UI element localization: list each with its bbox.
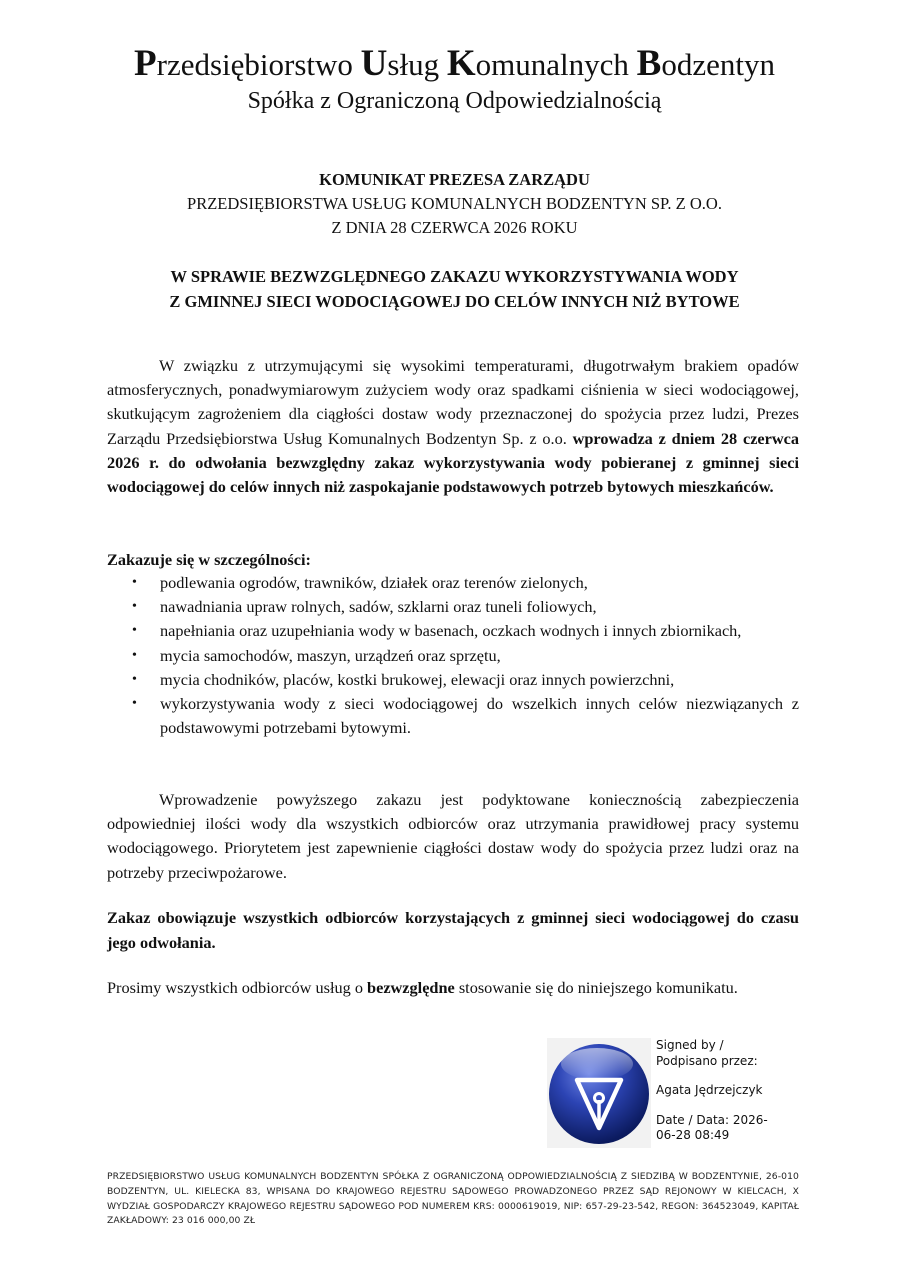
announcement-issuer: PRZEDSIĘBIORSTWA USŁUG KOMUNALNYCH BODZENTYN SP. Z O.O. [187, 194, 722, 213]
company-name-part: rzedsiębiorstwo [156, 47, 361, 82]
company-name-part: sług [387, 47, 447, 82]
announcement-subject [0, 264, 909, 314]
signature-label: Podpisano przez: [656, 1053, 758, 1068]
request-text: stosowanie się do niniejszego komunikatu. [454, 978, 738, 997]
bullet-icon: • [132, 599, 137, 615]
company-name-initial: P [134, 43, 157, 84]
list-item [107, 571, 799, 595]
company-name-initial: K [446, 43, 476, 84]
request-bold-text: bezwzględne [367, 978, 455, 997]
company-name-initial: B [636, 43, 662, 84]
signer-name: Agata Jędrzejczyk [656, 1083, 763, 1097]
company-name-part: omunalnych [475, 47, 637, 82]
prohibitions-list [107, 571, 799, 740]
signature-date: Date / Data: 2026- [656, 1112, 768, 1127]
list-item [107, 692, 799, 740]
request-paragraph [107, 976, 799, 1000]
announcement-title: KOMUNIKAT PREZESA ZARZĄDU [319, 170, 590, 189]
announcement-header [0, 168, 909, 240]
bullet-icon: • [132, 623, 137, 639]
intro-text: W związku z utrzymującymi się wysokimi temperaturami, długotrwałym brakiem opadów atmosferycznych, ponadwymiarowym zużyciem wody oraz spadkami ciśnienia w sieci wodociągowej, skutkującym zagrożeniem dla ciągłości dostaw wody przeznaczonej do spożycia przez ludzi, Prezes Zarządu Przedsiębiorstwa Usług Komunalnych Bodzentyn Sp. z o.o. [107, 356, 799, 448]
intro-paragraph [107, 354, 799, 499]
announcement-date: Z DNIA 28 CZERWCA 2026 ROKU [331, 218, 578, 237]
subject-line: W SPRAWIE BEZWZGLĘDNEGO ZAKAZU WYKORZYSTYWANIA WODY [170, 267, 739, 286]
signature-block [656, 1038, 796, 1144]
request-text: Prosimy wszystkich odbiorców usług o [107, 978, 368, 997]
list-item-text: wykorzystywania wody z sieci wodociągowej do wszelkich innych celów niezwiązanych z podstawowymi potrzebami bytowymi. [160, 694, 799, 738]
company-name-initial: U [360, 43, 388, 84]
list-item [107, 595, 799, 619]
intro-bold-text: wprowadza z dniem 28 czerwca 2026 r. do odwołania bezwzględny zakaz wykorzystywania wody pobieranej z gminnej sieci wodociągowej do celów innych niż zaspokajanie podstawowych potrzeb bytowych mieszkańców. [107, 428, 799, 497]
company-name-heading [0, 44, 909, 85]
list-item [107, 644, 799, 668]
company-subtitle: Spółka z Ograniczoną Odpowiedzialnością [247, 88, 662, 114]
list-item-text: mycia samochodów, maszyn, urządzeń oraz sprzętu, [160, 645, 501, 665]
list-item-text: mycia chodników, placów, kostki brukowej, elewacji oraz innych powierzchni, [160, 669, 675, 689]
bullet-icon: • [132, 696, 137, 712]
list-item [107, 668, 799, 692]
bullet-icon: • [132, 647, 137, 663]
signature-date: 06-28 08:49 [656, 1128, 730, 1142]
justification-paragraph: Wprowadzenie powyższego zakazu jest podyktowane koniecznością zabezpieczenia odpowiedniej ilości wody dla wszystkich odbiorców oraz utrzymania prawidłowej pracy systemu wodociągowego. Priorytetem jest zapewnienie ciągłości dostaw wody do spożycia przez ludzi oraz na potrzeby przeciwpożarowe. [107, 790, 799, 882]
list-item-text: nawadniania upraw rolnych, sadów, szklarni oraz tuneli foliowych, [160, 597, 597, 617]
list-item [107, 619, 799, 643]
scope-paragraph: Zakaz obowiązuje wszystkich odbiorców korzystających z gminnej sieci wodociągowej do czasu jego odwołania. [107, 908, 799, 952]
prohibitions-title: Zakazuje się w szczególności: [107, 550, 311, 569]
signature-label: Signed by / [656, 1038, 724, 1052]
list-item-text: podlewania ogrodów, trawników, działek oraz terenów zielonych, [160, 573, 588, 592]
company-name-part: odzentyn [661, 47, 775, 82]
bullet-icon: • [132, 575, 137, 590]
subject-line: Z GMINNEJ SIECI WODOCIĄGOWEJ DO CELÓW INNYCH NIŻ BYTOWE [169, 292, 740, 311]
bullet-icon: • [132, 671, 137, 687]
company-footer: PRZEDSIĘBIORSTWO USŁUG KOMUNALNYCH BODZENTYN SPÓŁKA Z OGRANICZONĄ ODPOWIEDZIALNOŚCIĄ Z SIEDZIBĄ W BODZENTYNIE, 26-010 BODZENTYN, UL. KIELECKA 83, WPISANA DO KRAJOWEGO REJESTRU SĄDOWEGO PROWADZONEGO PRZEZ SĄD REJONOWY W KIELCACH, X WYDZIAŁ GOSPODARCZY KRAJOWEGO REJESTRU SĄDOWEGO POD NUMEREM KRS: 0000619019, NIP: 657-29-23-542, REGON: 364523049, KAPITAŁ ZAKŁADOWY: 23 016 000,00 ZŁ [107, 1171, 799, 1227]
list-item-text: napełniania oraz uzupełniania wody w basenach, oczkach wodnych i innych zbiornikach, [160, 621, 742, 641]
pen-nib-seal-icon [547, 1038, 651, 1148]
